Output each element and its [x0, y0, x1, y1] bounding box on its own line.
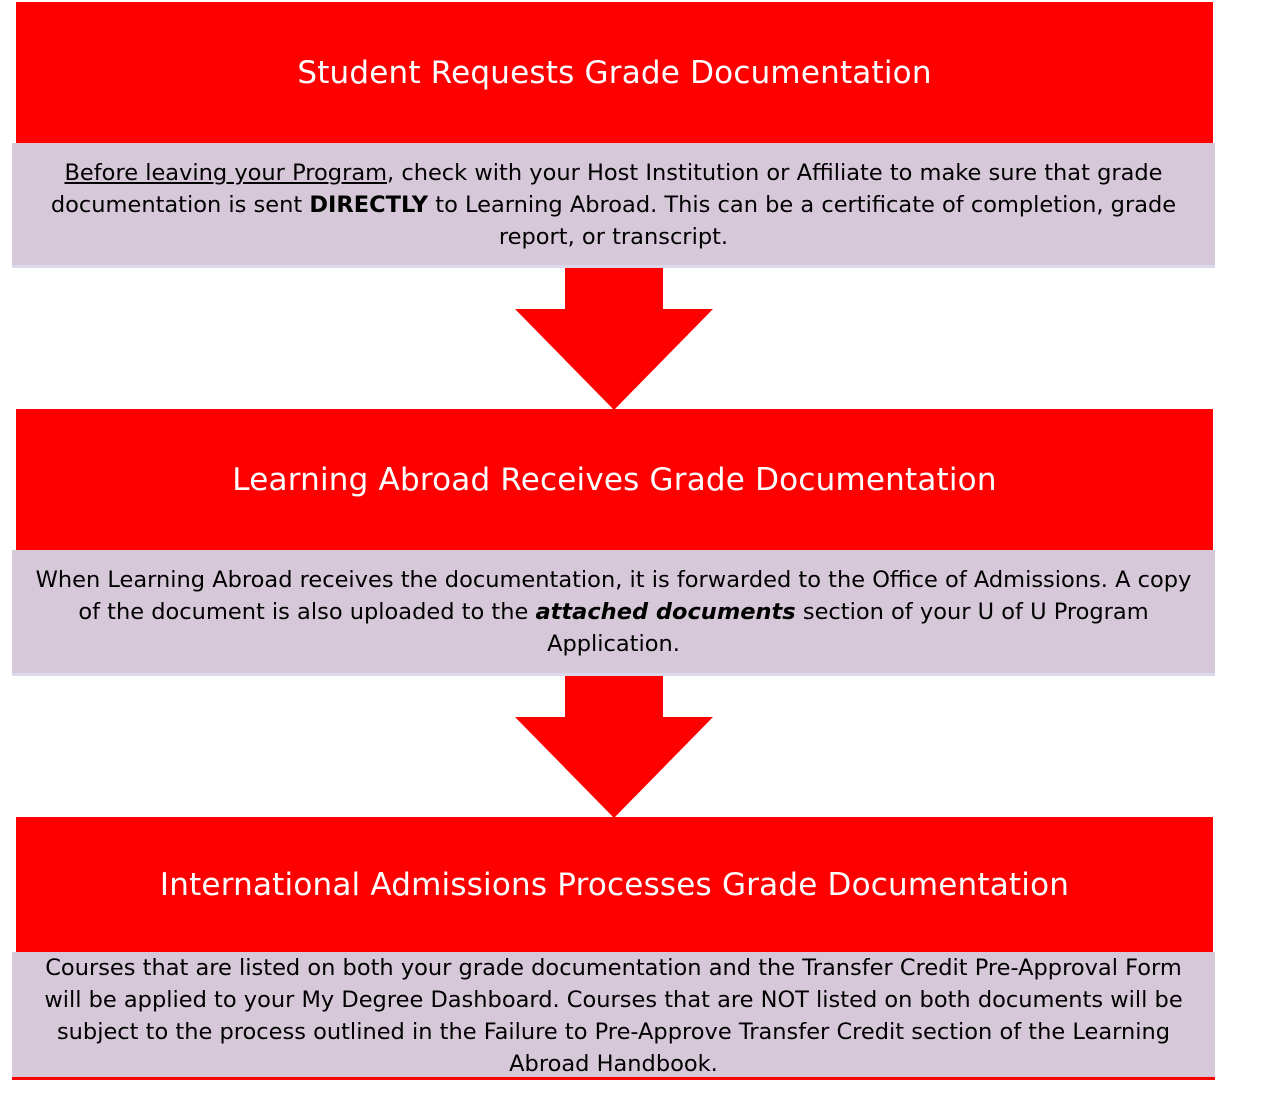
step-3-title: International Admissions Processes Grade Documentation	[159, 866, 1070, 903]
down-arrow-icon	[515, 676, 713, 818]
step-1-desc-part2: to Learning Abroad. This can be a certificate of completion, grade report, or transcript.	[428, 192, 1177, 250]
step-2-title: Learning Abroad Receives Grade Documentation	[232, 461, 997, 498]
step-1-description	[12, 143, 1215, 268]
step-2-desc-part1: When Learning Abroad receives the documentation, it is forwarded to the Office of Admissions. A copy of the document is also uploaded to the	[35, 567, 1192, 625]
step-2-desc-bold-italic: attached documents	[535, 599, 796, 625]
step-2-header	[16, 409, 1213, 550]
step-1-desc-bold: DIRECTLY	[309, 192, 429, 218]
step-1-header	[16, 2, 1213, 143]
step-2-desc-part2: section of your U of U Program Application.	[547, 599, 1149, 657]
down-arrow-icon	[515, 268, 713, 410]
step-2-description	[12, 550, 1215, 676]
step-1-desc-part1: , check with your Host Institution or Affiliate to make sure that grade documentation is sent	[50, 160, 1163, 218]
step-3-desc: Courses that are listed on both your grade documentation and the Transfer Credit Pre-Approval Form will be applied to your My Degree Dashboard. Courses that are NOT listed on both documents will be subject to the process outlined in the Failure to Pre-Approve Transfer Credit section of the Learning Abroad Handbook.	[44, 955, 1183, 1077]
step-1-title: Student Requests Grade Documentation	[297, 54, 932, 91]
step-1-desc-underlined: Before leaving your Program	[64, 160, 388, 186]
step-3-description	[12, 952, 1215, 1080]
step-3-header	[16, 817, 1213, 952]
